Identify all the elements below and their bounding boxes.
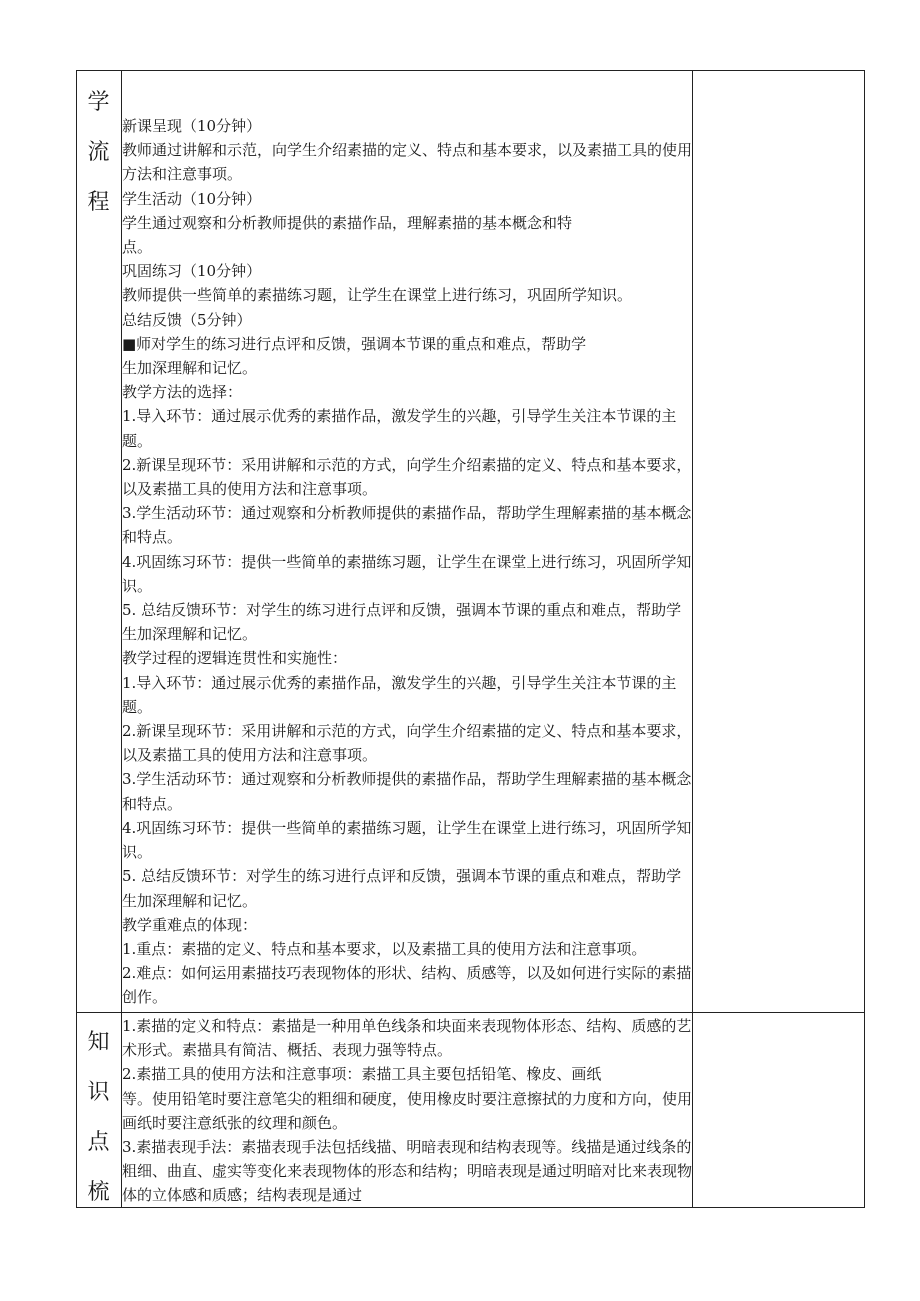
paragraph: 1.素描的定义和特点：素描是一种用单色线条和块面来表现物体形态、结构、质感的艺术形式。素描具有简洁、概括、表现力强等特点。 [122,1017,692,1060]
paragraph: 1.重点：素描的定义、特点和基本要求，以及素描工具的使用方法和注意事项。 [122,939,647,958]
paragraph: 新课呈现（10分钟） [122,117,262,135]
paragraph: 教师提供一些简单的素描练习题，让学生在课堂上进行练习，巩固所学知识。 [122,286,633,305]
paragraph: 总结反馈（5分钟） [122,310,252,329]
knowledge-points-content [122,1014,692,1208]
paragraph: 4.巩固练习环节：提供一些简单的素描练习题，让学生在课堂上进行练习，巩固所学知识。 [122,552,692,595]
paragraph: 3.学生活动环节：通过观察和分析教师提供的素描作品，帮助学生理解素描的基本概念和特点。 [122,504,692,547]
notes-column-divider [692,70,693,1208]
paragraph: ■师对学生的练习进行点评和反馈，强调本节课的重点和难点，帮助学 生加深理解和记忆。 [122,334,587,378]
paragraph: 5. 总结反馈环节：对学生的练习进行点评和反馈，强调本节课的重点和难点，帮助学生加深理解和记忆。 [122,601,682,644]
paragraph: 2.新课呈现环节：采用讲解和示范的方式，向学生介绍素描的定义、特点和基本要求，以及素描工具的使用方法和注意事项。 [122,722,692,765]
paragraph: 教学方法的选择： [122,383,243,402]
paragraph: 1.导入环节：通过展示优秀的素描作品，激发学生的兴趣，引导学生关注本节课的主题。 [122,673,677,716]
label-char: 点 [87,1130,110,1155]
table-right-border [864,70,865,1208]
paragraph: 4.巩固练习环节：提供一些简单的素描练习题，让学生在课堂上进行练习，巩固所学知识。 [122,818,692,862]
label-char: 程 [87,190,110,215]
paragraph: 教师通过讲解和示范，向学生介绍素描的定义、特点和基本要求，以及素描工具的使用方法和注意事项。 [122,141,693,184]
paragraph: 3.学生活动环节：通过观察和分析教师提供的素描作品，帮助学生理解素描的基本概念和特点。 [122,770,692,813]
label-char: 识 [87,1080,110,1105]
table-top-border [76,70,865,71]
paragraph: 教学重难点的体现： [122,915,258,934]
label-char: 知 [87,1030,110,1055]
paragraph: 5. 总结反馈环节：对学生的练习进行点评和反馈，强调本节课的重点和难点，帮助学生加深理解和记忆。 [122,867,682,910]
label-char: 学 [87,90,110,115]
row-divider [76,1012,865,1013]
label-char: 流 [87,140,110,165]
paragraph: 2.素描工具的使用方法和注意事项：素描工具主要包括铅笔、橡皮、画纸 等。使用铅笔时要注意笔尖的粗细和硬度，使用橡皮时要注意擦拭的力度和方向，使用画纸时要注意纸张的纹理和颜色。 [122,1065,693,1132]
paragraph: 学生活动（10分钟） [122,189,262,208]
row-label-knowledge-points [76,1018,121,1218]
paragraph: 3.素描表现手法：素描表现手法包括线描、明暗表现和结构表现等。线描是通过线条的粗细、曲直、虚实等变化来表现物体的形态和结构；明暗表现是通过明暗对比来表现物体的立体感和质感；结构表现是通过 [122,1138,693,1205]
paragraph: 2.难点：如何运用素描技巧表现物体的形状、结构、质感等，以及如何进行实际的素描创作。 [122,964,692,1007]
paragraph: 教学过程的逻辑连贯性和实施性： [122,649,348,668]
teaching-process-content [122,114,692,1010]
paragraph: 学生通过观察和分析教师提供的素描作品，理解素描的基本概念和特 点。 [122,213,573,257]
row-label-teaching-process [76,78,121,228]
paragraph: 2.新课呈现环节：采用讲解和示范的方式，向学生介绍素描的定义、特点和基本要求，以及素描工具的使用方法和注意事项。 [122,455,692,499]
paragraph: 巩固练习（10分钟） [122,262,262,281]
label-char: 梳 [87,1180,110,1205]
paragraph: 1.导入环节：通过展示优秀的素描作品，激发学生的兴趣，引导学生关注本节课的主题。 [122,407,677,450]
